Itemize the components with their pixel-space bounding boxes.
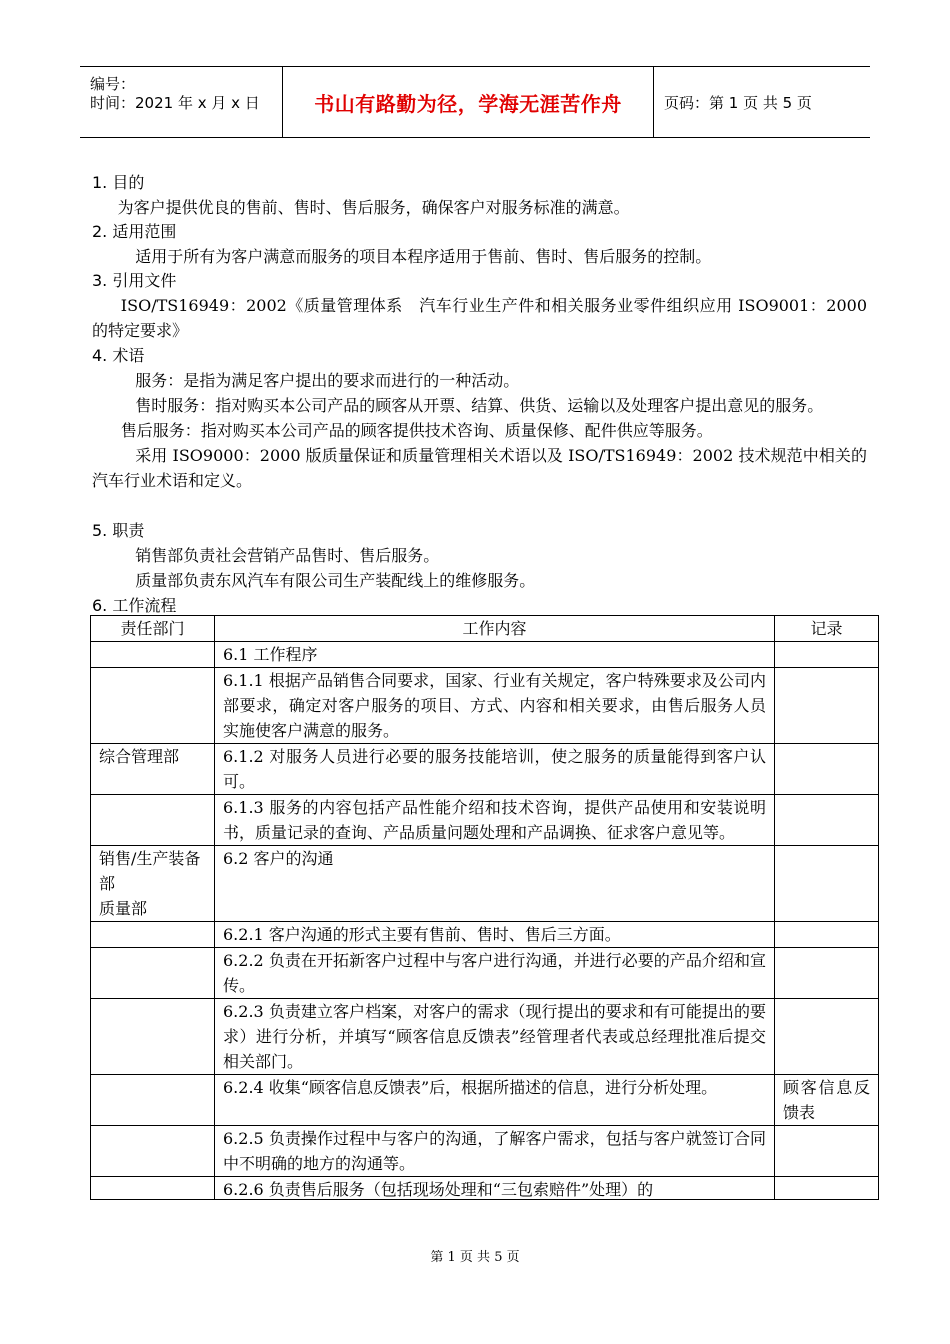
cell-department-text: [99, 1177, 206, 1199]
header-motto: 书山有路勤为径，学海无涯苦作舟: [314, 91, 622, 116]
section-scope: [92, 219, 867, 269]
paragraph: 采用 ISO9000：2000 版质量保证和质量管理相关术语以及 ISO/TS16949：2002 技术规范中相关的汽车行业术语和定义。: [92, 446, 867, 490]
header-page-cell: [654, 67, 870, 137]
table-row: [91, 1075, 879, 1126]
cell-record: 顾客信息反馈表: [775, 1075, 879, 1126]
cell-record: [775, 1177, 879, 1200]
cell-department: 综合管理部: [91, 744, 215, 795]
section-title: 5. 职责: [92, 521, 145, 540]
cell-content: 6.2 客户的沟通: [215, 846, 775, 922]
paragraph: 适用于所有为客户满意而服务的项目本程序适用于售前、售时、售后服务的控制。: [135, 247, 712, 266]
cell-department: [91, 948, 215, 999]
cell-content: 6.2.4 收集“顾客信息反馈表”后，根据所描述的信息，进行分析处理。: [215, 1075, 775, 1126]
cell-department: [91, 668, 215, 744]
table-row: [91, 948, 879, 999]
table-row: [91, 999, 879, 1075]
cell-record-text: [783, 1177, 870, 1199]
table-row: [91, 795, 879, 846]
column-header-department: 责任部门: [91, 616, 215, 642]
cell-department: [91, 1075, 215, 1126]
cell-content: 6.2.2 负责在开拓新客户过程中与客户进行沟通，并进行必要的产品介绍和宣传。: [215, 948, 775, 999]
cell-record: [775, 922, 879, 948]
table-row: [91, 642, 879, 668]
cell-content: 6.2.5 负责操作过程中与客户的沟通，了解客户需求，包括与客户就签订合同中不明确的地方的沟通等。: [215, 1126, 775, 1177]
header-meta-cell: [80, 67, 283, 137]
document-header: [80, 66, 870, 138]
section-title: 3. 引用文件: [92, 271, 177, 290]
cell-content: 6.1.2 对服务人员进行必要的服务技能培训，使之服务的质量能得到客户认可。: [215, 744, 775, 795]
document-number-label: 编号：: [90, 75, 136, 93]
cell-department: [91, 642, 215, 668]
cell-record: [775, 668, 879, 744]
cell-record: [775, 642, 879, 668]
cell-content: 6.2.3 负责建立客户档案，对客户的需求（现行提出的要求和有可能提出的要求）进行分析，并填写“顾客信息反馈表”经管理者代表或总经理批准后提交相关部门。: [215, 999, 775, 1075]
table-row: [91, 846, 879, 922]
page-footer: 第 1 页 共 5 页: [430, 1250, 520, 1265]
cell-department: [91, 1126, 215, 1177]
cell-department: [91, 1177, 215, 1200]
paragraph: 服务：是指为满足客户提出的要求而进行的一种活动。: [135, 371, 520, 390]
paragraph: 销售部负责社会营销产品售时、售后服务。: [135, 546, 440, 565]
section-terms: [92, 343, 867, 493]
section-title: 2. 适用范围: [92, 222, 177, 241]
section-title: 1. 目的: [92, 173, 145, 192]
paragraph: 售时服务：指对购买本公司产品的顾客从开票、结算、供货、运输以及处理客户提出意见的服务。: [135, 396, 824, 415]
cell-content: 6.1.1 根据产品销售合同要求，国家、行业有关规定，客户特殊要求及公司内部要求，确定对客户服务的项目、方式、内容和相关要求，由售后服务人员实施使客户满意的服务。: [215, 668, 775, 744]
section-references: [92, 268, 867, 343]
table-header-row: [91, 616, 879, 642]
table-row: [91, 1177, 879, 1200]
cell-record: [775, 1126, 879, 1177]
cell-record: [775, 948, 879, 999]
cell-content: 6.1.3 服务的内容包括产品性能介绍和技术咨询，提供产品使用和安装说明书，质量记录的查询、产品质量问题处理和产品调换、征求客户意见等。: [215, 795, 775, 846]
header-page-info: 页码：第 1 页 共 5 页: [664, 93, 812, 112]
paragraph: 质量部负责东风汽车有限公司生产装配线上的维修服务。: [135, 571, 536, 590]
section-purpose: [92, 170, 867, 220]
cell-department: [91, 999, 215, 1075]
paragraph: 为客户提供优良的售前、售时、售后服务，确保客户对服务标准的满意。: [117, 198, 630, 217]
cell-content-text: 6.2.6 负责售后服务（包括现场处理和“三包索赔件”处理）的: [223, 1180, 654, 1199]
table-row: [91, 744, 879, 795]
cell-record: [775, 846, 879, 922]
document-date-label: 时间：2021 年 x 月 x 日: [90, 94, 260, 112]
header-motto-cell: [283, 67, 654, 137]
cell-content: 6.2.1 客户沟通的形式主要有售前、售时、售后三方面。: [215, 922, 775, 948]
cell-department: [91, 922, 215, 948]
table-row: [91, 668, 879, 744]
column-header-record: 记录: [775, 616, 879, 642]
cell-record: [775, 795, 879, 846]
cell-content: [215, 1177, 775, 1200]
section-responsibilities: [92, 518, 867, 593]
workflow-table: [90, 615, 879, 1200]
cell-record: [775, 744, 879, 795]
cell-department: [91, 795, 215, 846]
cell-content: 6.1 工作程序: [215, 642, 775, 668]
table-row: [91, 1126, 879, 1177]
paragraph: ISO/TS16949：2002《质量管理体系 汽车行业生产件和相关服务业零件组织应用 ISO9001：2000 的特定要求》: [92, 296, 867, 340]
section-title: 4. 术语: [92, 346, 145, 365]
section-title: 6. 工作流程: [92, 596, 177, 615]
cell-department: 销售/生产装备部 质量部: [91, 846, 215, 922]
column-header-content: 工作内容: [215, 616, 775, 642]
table-row: [91, 922, 879, 948]
paragraph: 售后服务：指对购买本公司产品的顾客提供技术咨询、质量保修、配件供应等服务。: [120, 421, 713, 440]
cell-record: [775, 999, 879, 1075]
